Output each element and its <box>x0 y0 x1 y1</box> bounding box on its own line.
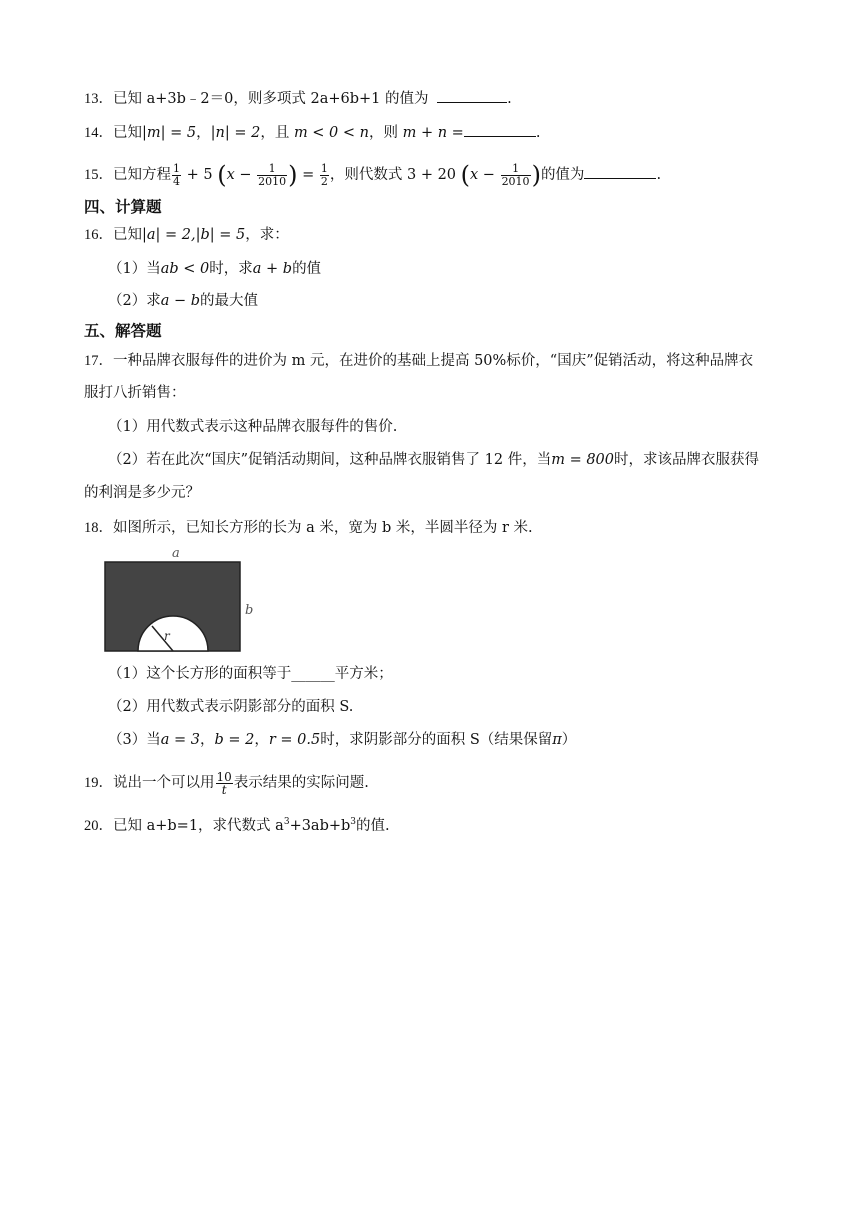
question-17-part-2 <box>108 450 759 470</box>
question-number: 18． <box>84 520 113 536</box>
question-text: 已知 a+3b﹣2＝0，则多项式 2a+6b+1 的值为 <box>113 91 429 107</box>
question-18-part-2: （2）用代数式表示阴影部分的面积 S. <box>108 699 354 715</box>
math-expr: |n| = 2 <box>210 125 261 141</box>
punct: ， <box>199 732 215 748</box>
question-text: （3）当 <box>108 732 161 748</box>
question-18 <box>84 518 533 538</box>
math-expr: |m| = 5 <box>142 125 197 141</box>
part-label: （1）当 <box>108 261 161 277</box>
question-text: 表示结果的实际问题. <box>233 775 369 791</box>
math-expr: π <box>552 732 562 748</box>
math-expr: a − b <box>160 293 201 309</box>
question-text: ，则 <box>369 125 398 141</box>
question-text: 的值 <box>292 261 322 277</box>
fraction: $\frac{1}{2010}$ <box>258 161 287 188</box>
math-expr: ab < 0 <box>160 261 210 277</box>
fraction: $\frac{1}{2}$ <box>320 161 328 188</box>
period: . <box>656 167 662 183</box>
question-text: 时，求 <box>209 261 253 277</box>
math-expr: + 5 <box>186 167 213 183</box>
math-expr: r = 0.5 <box>268 732 321 748</box>
question-number: 17． <box>84 353 113 369</box>
question-text: 的最大值 <box>200 293 259 309</box>
question-17-part-2-line-2: 的利润是多少元？ <box>84 485 200 501</box>
question-text: 时，求阴影部分的面积 S（结果保留 <box>320 732 553 748</box>
section-heading: 四、计算题 <box>84 198 162 216</box>
period: . <box>535 125 541 141</box>
fraction: $\frac{1}{4}$ <box>173 161 180 188</box>
question-text: 一种品牌衣服每件的进价为 m 元，在进价的基础上提高 50%标价，“国庆”促销活动，将这种品牌衣 <box>113 353 754 369</box>
question-17-line-2: 服打八折销售： <box>84 385 186 401</box>
part-label: （2）求 <box>108 293 161 309</box>
question-text: （1）这个长方形的面积等于 <box>108 666 292 682</box>
question-17-part-1: （1）用代数式表示这种品牌衣服每件的售价. <box>108 419 398 435</box>
math-expr: x − <box>470 167 495 183</box>
answer-blank[interactable] <box>437 88 507 103</box>
question-text: 已知 a+b=1，求代数式 a <box>113 817 284 834</box>
fraction: $\frac{10}{t}$ <box>216 769 232 797</box>
answer-blank[interactable]: ______ <box>291 666 335 682</box>
question-text: ，则代数式 <box>329 167 403 183</box>
question-text: （2）若在此次“国庆”促销活动期间，这种品牌衣服销售了 12 件，当 <box>108 452 552 468</box>
label-r: r <box>164 629 170 643</box>
math-expr: b = 2 <box>214 732 255 748</box>
question-number: 20． <box>84 817 113 834</box>
exponent: 3 <box>350 817 357 827</box>
question-19 <box>84 768 369 798</box>
question-20 <box>84 812 390 836</box>
answer-blank[interactable] <box>584 164 656 179</box>
question-text: 如图所示，已知长方形的长为 a 米，宽为 b 米，半圆半径为 r 米. <box>113 520 533 536</box>
question-text: ，且 <box>260 125 290 141</box>
answer-blank[interactable] <box>464 122 536 137</box>
math-expr: |a| = 2,|b| = 5 <box>142 227 246 243</box>
question-number: 15． <box>84 167 113 183</box>
question-text: 平方米； <box>334 666 393 682</box>
question-text: 说出一个可以用 <box>113 775 215 791</box>
math-expr: x − <box>226 167 252 183</box>
punct: ， <box>254 732 269 748</box>
question-text: +3ab+b <box>289 817 351 834</box>
math-expr: 3 + 20 <box>406 167 457 183</box>
math-expr: a = 3 <box>160 732 200 748</box>
question-18-part-1 <box>108 664 393 684</box>
question-14 <box>84 122 540 143</box>
period: . <box>507 91 512 107</box>
label-a: a <box>172 546 180 561</box>
question-text: 的值. <box>356 817 390 834</box>
equals: = <box>302 167 315 183</box>
question-text: 已知 <box>113 125 142 141</box>
math-expr: m < 0 < n <box>293 125 369 141</box>
question-number: 13． <box>84 91 113 107</box>
question-text: 的值为 <box>540 167 585 183</box>
question-13 <box>84 88 512 109</box>
punct: ） <box>561 732 577 748</box>
label-b: b <box>245 603 254 618</box>
question-text: 已知 <box>113 227 142 243</box>
question-number: 14． <box>84 125 113 141</box>
math-expr: m = 800 <box>551 452 615 468</box>
exponent: 3 <box>283 817 290 827</box>
question-number: 16． <box>84 227 113 243</box>
question-text: ，求： <box>245 227 289 243</box>
rectangle-semicircle-figure <box>96 544 260 656</box>
question-16 <box>84 225 289 245</box>
fraction: $\frac{1}{2010}$ <box>501 161 530 188</box>
question-number: 19． <box>84 775 113 791</box>
punct: ， <box>196 125 211 141</box>
question-16-part-1 <box>108 259 321 279</box>
math-expr: a + b <box>252 261 293 277</box>
question-text: 已知方程 <box>113 167 171 183</box>
question-16-part-2 <box>108 291 258 311</box>
question-15: 15．已知方程 $\frac{1}{4}$ + 5 (x − $\frac{1}{2010}$ ) = $\frac{1}{2}$ ，则代数式 3 + 20 (x − $\frac{1}{2010}$ )的值为 . <box>84 161 662 189</box>
question-text: 时，求该品牌衣服获得 <box>614 452 760 468</box>
math-expr: m + n = <box>402 125 464 141</box>
question-18-part-3 <box>108 730 576 750</box>
section-heading: 五、解答题 <box>84 322 162 340</box>
question-17 <box>84 351 753 371</box>
